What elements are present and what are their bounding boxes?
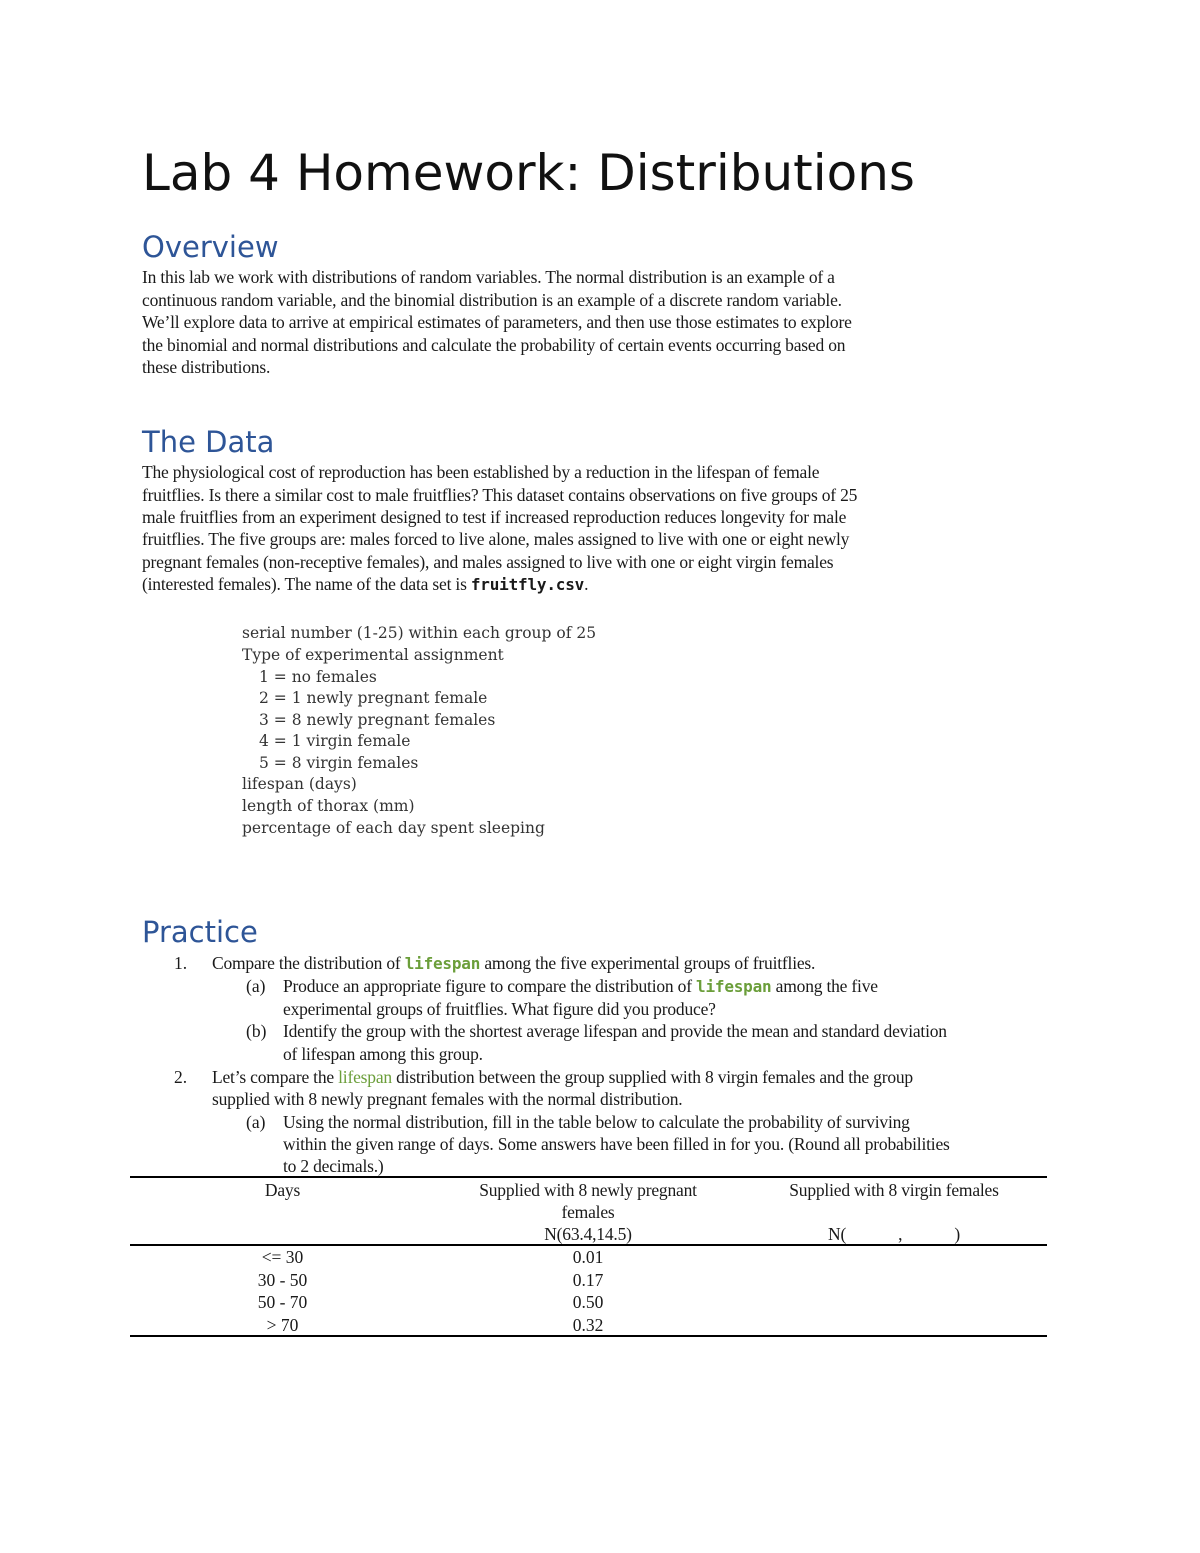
- column-header-days: Days: [264, 1180, 301, 1200]
- variable-desc: lifespan (days): [242, 775, 357, 793]
- overview-heading: Overview: [142, 230, 279, 264]
- data-heading: The Data: [142, 425, 275, 459]
- lifespan-code: lifespan: [404, 954, 481, 973]
- data-line: pregnant females (non-receptive females), and males assigned to live with one or eight virgin females: [142, 552, 834, 572]
- type-code: 4 = 1 virgin female: [259, 732, 411, 750]
- question-text: among the five experimental groups of fruitflies.: [480, 953, 816, 973]
- question-2: [212, 1066, 913, 1088]
- type-code: 1 = no females: [259, 668, 377, 686]
- virgin-dist-open: N(: [828, 1224, 847, 1244]
- table-cell-days: 50 - 70: [257, 1292, 308, 1312]
- virgin-distribution: [741, 1223, 1047, 1245]
- pregnant-distribution: N(63.4,14.5): [544, 1224, 632, 1244]
- overview-line: continuous random variable, and the binomial distribution is an example of a discrete random variable.: [142, 290, 842, 310]
- table-top-rule: [130, 1176, 1047, 1178]
- document-title: Lab 4 Homework: Distributions: [142, 144, 915, 202]
- question-text: of lifespan among this group.: [283, 1044, 483, 1064]
- question-text: Let’s compare the: [212, 1067, 339, 1087]
- table-cell-pregnant: 0.50: [572, 1292, 604, 1312]
- overview-line: In this lab we work with distributions of random variables. The normal distribution is an example of a: [142, 267, 835, 287]
- question-text: Produce an appropriate figure to compare the distribution of: [283, 976, 697, 996]
- variable-desc: serial number (1-25) within each group of 25: [242, 624, 597, 642]
- table-cell-days: > 70: [266, 1315, 299, 1335]
- type-code: 5 = 8 virgin females: [259, 754, 419, 772]
- question-1: [212, 952, 815, 975]
- question-text: Identify the group with the shortest average lifespan and provide the mean and standard deviation: [283, 1021, 947, 1041]
- table-cell-days: <= 30: [261, 1247, 304, 1267]
- virgin-dist-close: ): [954, 1224, 960, 1244]
- overview-line: these distributions.: [142, 357, 271, 377]
- data-line: male fruitflies from an experiment designed to test if increased reproduction reduces longevity for male: [142, 507, 847, 527]
- dataset-name: fruitfly.csv: [470, 575, 585, 594]
- question-text: Compare the distribution of: [212, 953, 405, 973]
- data-line: The physiological cost of reproduction has been established by a reduction in the lifespan of female: [142, 462, 820, 482]
- variable-desc: percentage of each day spent sleeping: [242, 819, 545, 837]
- overview-line: the binomial and normal distributions and calculate the probability of certain events occurring based on: [142, 335, 846, 355]
- table-cell-pregnant: 0.17: [572, 1270, 604, 1290]
- data-line: fruitflies. The five groups are: males forced to live alone, males assigned to live with one or eight newly: [142, 529, 850, 549]
- type-code: 3 = 8 newly pregnant females: [259, 711, 496, 729]
- question-text: to 2 decimals.): [283, 1156, 384, 1176]
- question-text: distribution between the group supplied with 8 virgin females and the group: [391, 1067, 913, 1087]
- column-header-pregnant-cont: females: [561, 1202, 615, 1222]
- variable-desc: length of thorax (mm): [242, 797, 415, 815]
- lifespan-word: lifespan: [338, 1067, 392, 1087]
- question-text: within the given range of days. Some answers have been filled in for you. (Round all probabilities: [283, 1134, 950, 1154]
- data-line: fruitflies. Is there a similar cost to male fruitflies? This dataset contains observations on five groups of 25: [142, 485, 858, 505]
- column-header-virgin: Supplied with 8 virgin females: [789, 1180, 999, 1200]
- table-bottom-rule: [130, 1335, 1047, 1337]
- data-line-end: .: [584, 574, 589, 594]
- practice-heading: Practice: [142, 915, 258, 949]
- subquestion-label: (a): [246, 976, 266, 996]
- column-header-pregnant: Supplied with 8 newly pregnant: [479, 1180, 697, 1200]
- question-text: experimental groups of fruitflies. What figure did you produce?: [283, 999, 716, 1019]
- table-cell-pregnant: 0.32: [572, 1315, 604, 1335]
- subquestion-label: (b): [246, 1021, 267, 1041]
- question-text: Using the normal distribution, fill in the table below to calculate the probability of surviving: [283, 1112, 910, 1132]
- variable-desc: Type of experimental assignment: [242, 646, 504, 664]
- question-number: 1.: [174, 953, 188, 973]
- lifespan-code: lifespan: [696, 977, 772, 996]
- data-line: [142, 573, 1022, 596]
- data-line-text: (interested females). The name of the data set is: [142, 574, 471, 594]
- type-code: 2 = 1 newly pregnant female: [259, 689, 488, 707]
- overview-line: We’ll explore data to arrive at empirical estimates of parameters, and then use those estimates to explore: [142, 312, 852, 332]
- table-cell-pregnant: 0.01: [572, 1247, 604, 1267]
- table-cell-days: 30 - 50: [257, 1270, 308, 1290]
- subquestion-label: (a): [246, 1112, 266, 1132]
- question-number: 2.: [174, 1067, 188, 1087]
- question-text: among the five: [771, 976, 878, 996]
- question-1a: [283, 975, 878, 998]
- question-text: supplied with 8 newly pregnant females with the normal distribution.: [212, 1089, 683, 1109]
- virgin-dist-comma: ,: [898, 1224, 903, 1244]
